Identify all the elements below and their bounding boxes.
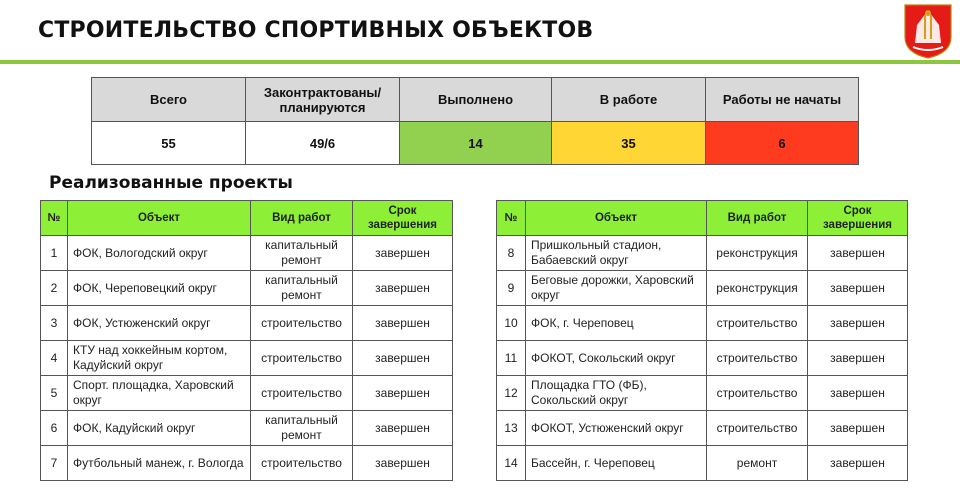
row-term: завершен	[808, 376, 908, 411]
table-row	[41, 271, 453, 306]
row-num: 6	[41, 411, 68, 446]
table-header-row	[497, 201, 908, 236]
row-num: 11	[497, 341, 526, 376]
table-row	[497, 306, 908, 341]
row-term: завершен	[808, 411, 908, 446]
row-num: 1	[41, 236, 68, 271]
summary-table	[91, 77, 859, 165]
table-row	[41, 411, 453, 446]
table-row	[497, 376, 908, 411]
summary-in-progress-value: 35	[552, 122, 706, 165]
row-work: строительство	[251, 376, 353, 411]
row-term: завершен	[353, 341, 453, 376]
table-row	[41, 376, 453, 411]
row-object: ФОК, Устюженский округ	[68, 306, 251, 341]
row-object: ФОК, г. Череповец	[526, 306, 707, 341]
title-underline	[0, 60, 960, 64]
summary-header-total: Всего	[92, 78, 246, 122]
table-row	[41, 306, 453, 341]
row-work: ремонт	[707, 446, 808, 481]
row-work: капитальный ремонт	[251, 236, 353, 271]
row-object: Пришкольный стадион, Бабаевский округ	[526, 236, 707, 271]
row-num: 7	[41, 446, 68, 481]
row-term: завершен	[353, 271, 453, 306]
row-work: строительство	[707, 411, 808, 446]
row-term: завершен	[353, 236, 453, 271]
row-term: завершен	[808, 306, 908, 341]
col-header-term: Срок завершения	[353, 201, 453, 236]
row-work: капитальный ремонт	[251, 411, 353, 446]
section-title: Реализованные проекты	[49, 173, 293, 193]
summary-not-started-value: 6	[706, 122, 859, 165]
summary-header-done: Выполнено	[400, 78, 552, 122]
row-work: строительство	[251, 341, 353, 376]
col-header-num: №	[41, 201, 68, 236]
row-work: реконструкция	[707, 236, 808, 271]
row-term: завершен	[808, 236, 908, 271]
table-row	[41, 236, 453, 271]
col-header-work: Вид работ	[251, 201, 353, 236]
table-row	[497, 271, 908, 306]
row-num: 8	[497, 236, 526, 271]
table-row	[41, 341, 453, 376]
row-term: завершен	[353, 376, 453, 411]
projects-table-right	[496, 200, 908, 481]
table-row	[497, 341, 908, 376]
row-num: 13	[497, 411, 526, 446]
row-object: ФОКОТ, Устюженский округ	[526, 411, 707, 446]
row-object: ФОКОТ, Сокольский округ	[526, 341, 707, 376]
row-object: ФОК, Череповецкий округ	[68, 271, 251, 306]
row-work: строительство	[707, 376, 808, 411]
row-num: 5	[41, 376, 68, 411]
row-work: строительство	[707, 341, 808, 376]
row-object: Футбольный манеж, г. Вологда	[68, 446, 251, 481]
row-work: реконструкция	[707, 271, 808, 306]
row-num: 9	[497, 271, 526, 306]
col-header-work: Вид работ	[707, 201, 808, 236]
row-object: ФОК, Вологодский округ	[68, 236, 251, 271]
table-header-row	[41, 201, 453, 236]
col-header-object: Объект	[526, 201, 707, 236]
table-row	[497, 411, 908, 446]
row-num: 10	[497, 306, 526, 341]
row-term: завершен	[353, 411, 453, 446]
row-work: строительство	[251, 306, 353, 341]
row-term: завершен	[808, 341, 908, 376]
row-num: 12	[497, 376, 526, 411]
row-object: Площадка ГТО (ФБ), Сокольский округ	[526, 376, 707, 411]
col-header-num: №	[497, 201, 526, 236]
summary-header-contracted: Законтрактованы/ планируются	[246, 78, 400, 122]
summary-values-row	[92, 122, 859, 165]
row-num: 4	[41, 341, 68, 376]
row-work: строительство	[251, 446, 353, 481]
row-term: завершен	[808, 271, 908, 306]
row-term: завершен	[353, 306, 453, 341]
row-term: завершен	[353, 446, 453, 481]
projects-table-left	[40, 200, 453, 481]
row-num: 14	[497, 446, 526, 481]
summary-header-row	[92, 78, 859, 122]
row-num: 3	[41, 306, 68, 341]
coat-of-arms-icon	[903, 3, 953, 59]
summary-done-value: 14	[400, 122, 552, 165]
page-title: СТРОИТЕЛЬСТВО СПОРТИВНЫХ ОБЪЕКТОВ	[38, 18, 594, 43]
table-row	[41, 446, 453, 481]
summary-header-not-started: Работы не начаты	[706, 78, 859, 122]
table-row	[497, 446, 908, 481]
row-object: Спорт. площадка, Харовский округ	[68, 376, 251, 411]
row-work: капитальный ремонт	[251, 271, 353, 306]
row-object: КТУ над хоккейным кортом, Кадуйский округ	[68, 341, 251, 376]
col-header-object: Объект	[68, 201, 251, 236]
row-term: завершен	[808, 446, 908, 481]
row-object: Бассейн, г. Череповец	[526, 446, 707, 481]
row-object: Беговые дорожки, Харовский округ	[526, 271, 707, 306]
col-header-term: Срок завершения	[808, 201, 908, 236]
table-row	[497, 236, 908, 271]
summary-contracted-value: 49/6	[246, 122, 400, 165]
row-object: ФОК, Кадуйский округ	[68, 411, 251, 446]
row-num: 2	[41, 271, 68, 306]
summary-total-value: 55	[92, 122, 246, 165]
row-work: строительство	[707, 306, 808, 341]
summary-header-in-progress: В работе	[552, 78, 706, 122]
